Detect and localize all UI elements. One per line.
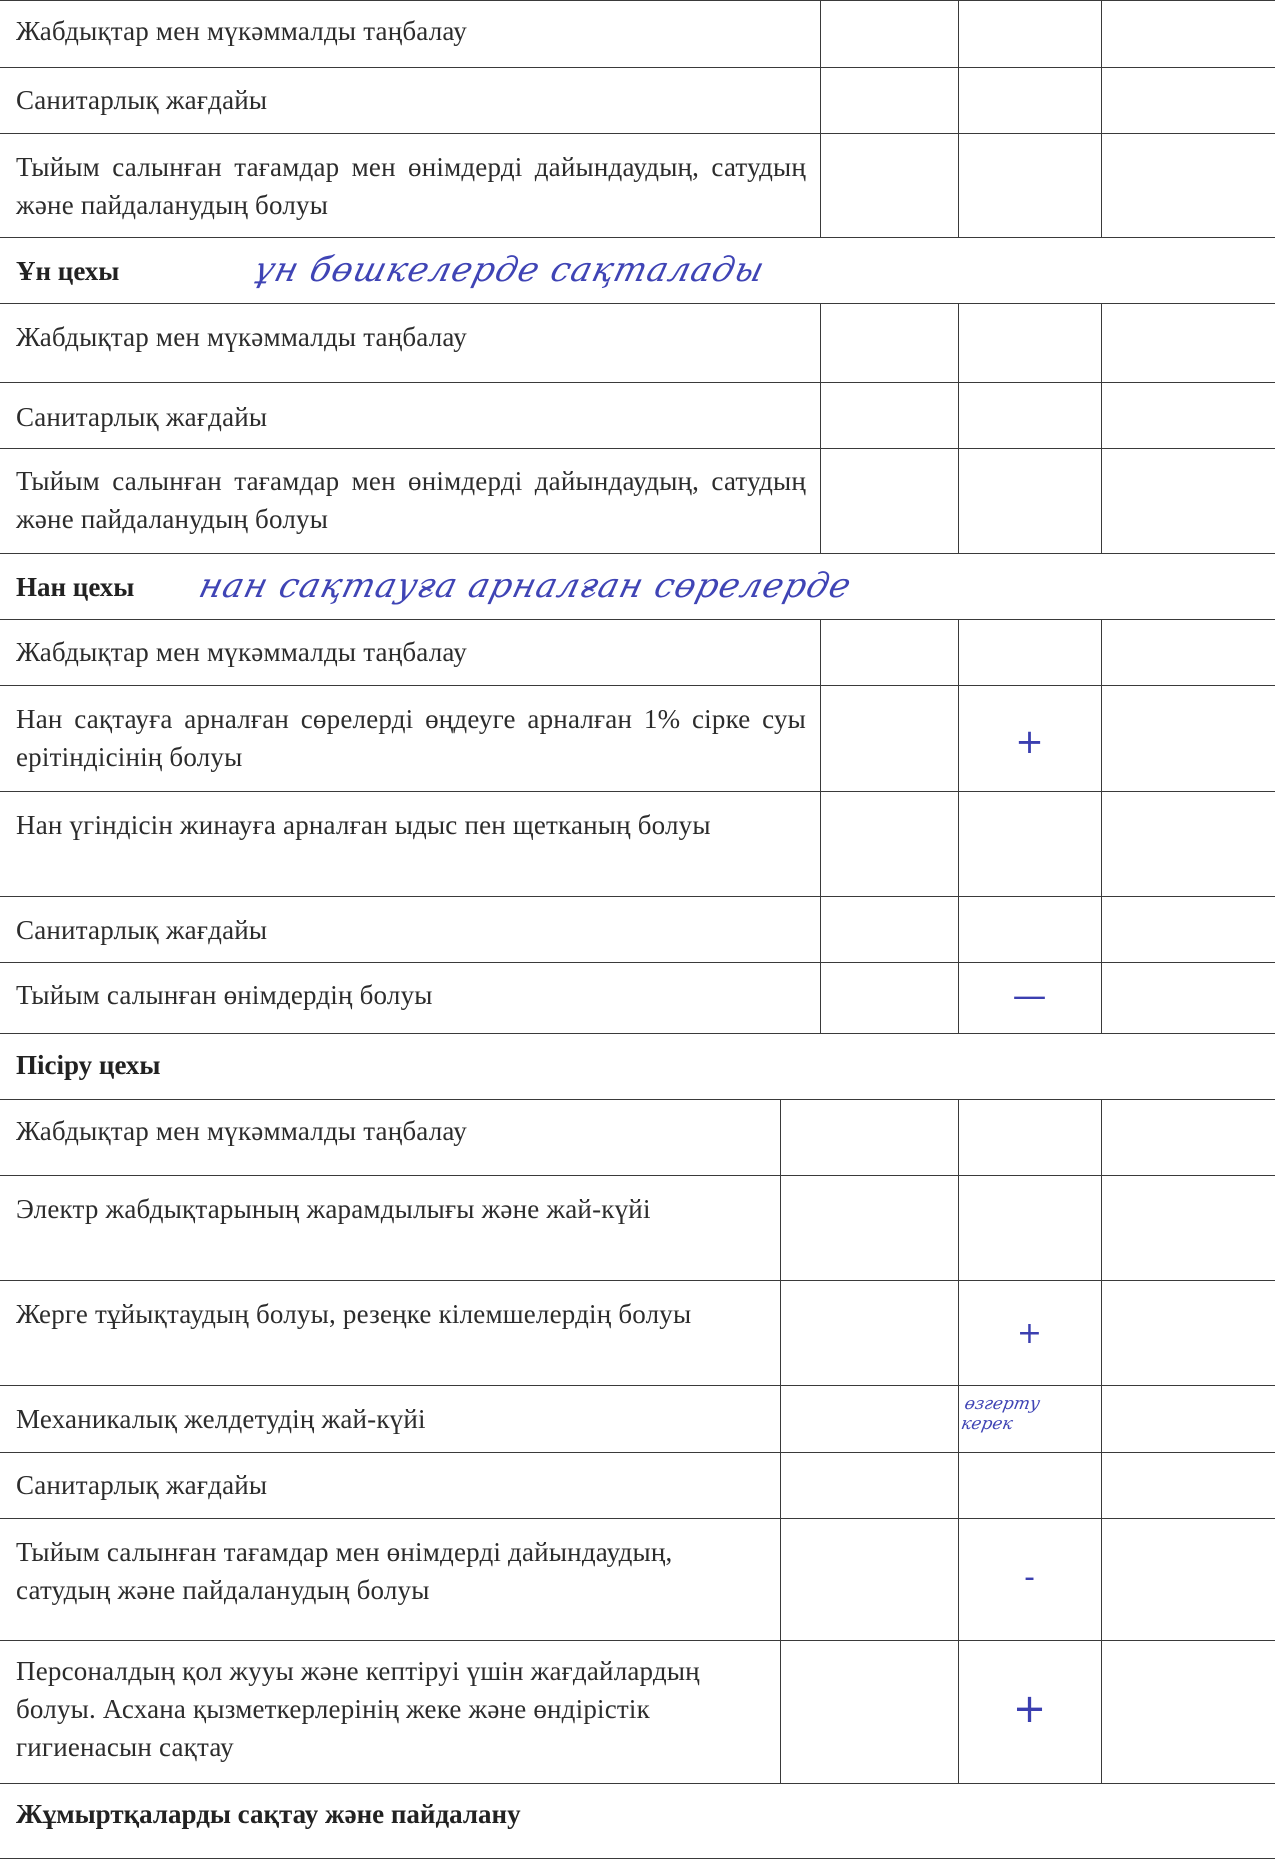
column-divider	[1101, 303, 1102, 553]
row-label: Нан сақтауға арналған сөрелерді өңдеуге арналған 1% сірке суы ерітіндісінің болуы	[16, 704, 806, 772]
handwritten-note-ventilation: өзгерту керек	[959, 1394, 1042, 1434]
row-label: Электр жабдықтарының жарамдылығы және жай-күйі	[16, 1194, 651, 1224]
row-divider	[0, 962, 1275, 963]
row-label: Тыйым салынған тағамдар мен өнімдерді дайындаудың, сатудың және пайдаланудың болуы	[16, 152, 806, 220]
column-divider	[1101, 0, 1102, 237]
column-divider	[820, 619, 821, 1033]
row-divider	[0, 685, 1275, 686]
row-divider	[0, 1452, 1275, 1453]
column-divider	[1101, 1099, 1102, 1783]
row-divider	[0, 303, 1275, 304]
column-divider	[820, 0, 821, 237]
row-divider	[0, 448, 1275, 449]
row-label: Жабдықтар мен мүкәммалды таңбалау	[16, 322, 467, 352]
row-label: Санитарлық жағдайы	[16, 402, 268, 432]
row-label: Персоналдың қол жууы және кептіруі үшін жағдайлардың болуы. Асхана қызметкерлерінің жеке және өндірістік гигиенасын сақтау	[16, 1656, 700, 1762]
mark-plus: +	[1015, 722, 1044, 762]
row-label: Санитарлық жағдайы	[16, 915, 268, 945]
section-title-eggs: Жұмыртқаларды сақтау және пайдалану	[16, 1799, 521, 1829]
handwritten-note-flour: ұн бөшкелерде сақталады	[250, 250, 770, 290]
mark-plus: +	[1012, 1686, 1047, 1732]
column-divider	[1101, 619, 1102, 1033]
row-divider	[0, 1033, 1275, 1034]
handwritten-note-bread: нан сақтауға арналған сөрелерде	[195, 566, 856, 606]
row-divider	[0, 791, 1275, 792]
row-label: Санитарлық жағдайы	[16, 85, 268, 115]
row-divider	[0, 1858, 1275, 1859]
mark-plus: +	[1016, 1316, 1043, 1351]
row-divider	[0, 237, 1275, 238]
row-label: Тыйым салынған өнімдердің болуы	[16, 980, 433, 1010]
row-divider	[0, 1640, 1275, 1641]
row-divider	[0, 1385, 1275, 1386]
column-divider	[958, 619, 959, 1033]
row-label: Жерге тұйықтаудың болуы, резеңке кілемшелердің болуы	[16, 1299, 692, 1329]
row-label: Санитарлық жағдайы	[16, 1470, 268, 1500]
row-divider	[0, 67, 1275, 68]
row-divider	[0, 133, 1275, 134]
column-divider	[820, 303, 821, 553]
row-label: Тыйым салынған тағамдар мен өнімдерді дайындаудың, сатудың және пайдаланудың болуы	[16, 466, 806, 534]
row-divider	[0, 1099, 1275, 1100]
row-divider	[0, 1175, 1275, 1176]
row-divider	[0, 1518, 1275, 1519]
row-divider	[0, 382, 1275, 383]
row-divider	[0, 619, 1275, 620]
column-divider	[958, 1099, 959, 1783]
mark-dash: —	[1012, 976, 1047, 1016]
section-title-bread: Нан цехы	[16, 572, 135, 602]
row-divider	[0, 553, 1275, 554]
mark-dash: -	[1024, 1560, 1035, 1595]
table-border	[0, 0, 1275, 1]
row-label: Нан үгіндісін жинауға арналған ыдыс пен щетканың болуы	[16, 810, 711, 840]
row-label: Тыйым салынған тағамдар мен өнімдерді дайындаудың, сатудың және пайдаланудың болуы	[16, 1537, 673, 1605]
row-divider	[0, 1280, 1275, 1281]
column-divider	[958, 0, 959, 237]
row-divider	[0, 1783, 1275, 1784]
section-title-cooking: Пісіру цехы	[16, 1050, 161, 1080]
column-divider	[958, 303, 959, 553]
column-divider	[780, 1099, 781, 1783]
row-label: Жабдықтар мен мүкәммалды таңбалау	[16, 1116, 467, 1146]
row-divider	[0, 896, 1275, 897]
row-label: Механикалық желдетудің жай-күйі	[16, 1404, 426, 1434]
row-label: Жабдықтар мен мүкәммалды таңбалау	[16, 637, 467, 667]
row-label: Жабдықтар мен мүкәммалды таңбалау	[16, 16, 467, 46]
section-title-flour: Ұн цехы	[16, 256, 120, 286]
